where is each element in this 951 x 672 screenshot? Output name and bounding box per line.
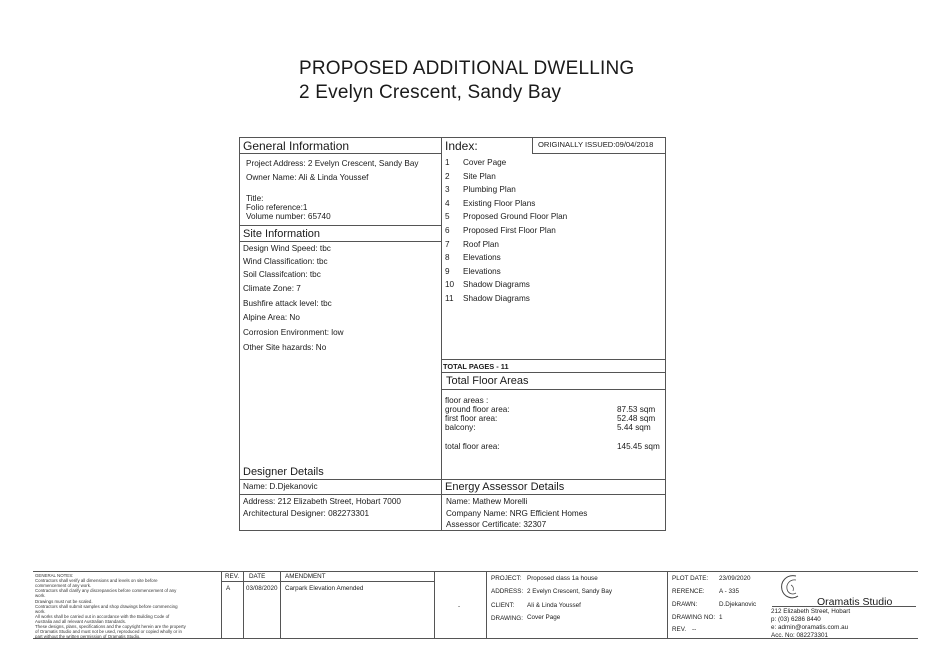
site-info-item: Bushfire attack level: tbc [243, 299, 332, 308]
site-info-item: Climate Zone: 7 [243, 284, 301, 293]
address-value: 2 Evelyn Crescent, Sandy Bay [527, 588, 613, 595]
reference-label: RERENCE: [672, 588, 705, 595]
index-item-number: 9 [445, 266, 450, 276]
general-note-line: Drawings must not be scaled. [35, 598, 93, 604]
site-info-item: Wind Classification: tbc [243, 257, 328, 266]
title-block-top [33, 571, 918, 572]
divider [441, 389, 666, 390]
general-note-line: part without the written permission of Oramatis Studio. [35, 634, 141, 640]
divider [221, 581, 434, 582]
owner-name: Owner Name: Ali & Linda Youssef [246, 173, 369, 182]
studio-address: 212 Elizabeth Street, Hobart [771, 608, 851, 615]
floor-area-label: ground floor area: [445, 405, 510, 414]
page-title: PROPOSED ADDITIONAL DWELLING [299, 58, 635, 79]
divider [239, 494, 666, 495]
divider [532, 137, 533, 153]
index-item-label: Elevations [463, 253, 501, 263]
floor-areas-heading: Total Floor Areas [446, 375, 529, 387]
index-item-label: Roof Plan [463, 239, 499, 249]
site-info-item: Corrosion Environment: low [243, 328, 344, 337]
designer-name: Name: D.Djekanovic [243, 482, 318, 491]
index-item-number: 11 [445, 294, 454, 303]
general-note-line: GENERAL NOTES: [35, 573, 74, 578]
divider [239, 479, 666, 480]
floor-areas-label: floor areas : [445, 396, 489, 405]
designer-address: Address: 212 Elizabeth Street, Hobart 7000 [243, 497, 401, 506]
index-item-number: 10 [445, 280, 455, 290]
energy-company: Company Name: NRG Efficient Homes [446, 509, 588, 518]
divider [486, 571, 487, 638]
energy-name: Name: Mathew Morelli [446, 497, 528, 506]
general-info-heading: General Information [243, 139, 350, 153]
studio-logo-icon [777, 573, 805, 603]
rev-value: A [226, 585, 231, 592]
drawing-label: DRAWING: [491, 615, 523, 622]
general-note-line: work. [35, 593, 46, 599]
site-info-item: Soil Classifcation: tbc [243, 270, 321, 279]
index-heading: Index: [445, 139, 478, 153]
site-info-item: Alpine Area: No [243, 313, 300, 322]
rev-label: REV. [672, 626, 687, 633]
project-label: PROJECT: [491, 575, 522, 582]
originally-issued: ORIGINALLY ISSUED:09/04/2018 [538, 140, 654, 149]
floor-area-value: 52.48 sqm [617, 414, 656, 423]
drawing-no-value: 1 [719, 614, 723, 621]
index-item-number: 6 [445, 226, 450, 235]
divider [441, 372, 666, 373]
general-note-line: work. [35, 608, 46, 614]
drawn-label: DRAWN: [672, 601, 698, 608]
designer-heading: Designer Details [243, 466, 324, 478]
index-item-label: Elevations [463, 266, 501, 276]
divider [434, 571, 435, 638]
client-value: Ali & Linda Youssef [527, 602, 581, 609]
divider [239, 225, 441, 226]
total-pages: TOTAL PAGES - 11 [443, 362, 509, 371]
total-floor-area-label: total floor area: [445, 442, 500, 451]
general-note-line: commencement of any work. [35, 583, 92, 589]
index-item-label: Cover Page [463, 158, 507, 167]
studio-email: e: admin@oramatis.com.au [771, 624, 849, 631]
divider [239, 153, 441, 154]
total-floor-area-value: 145.45 sqm [617, 442, 660, 451]
designer-arch-number: Architectural Designer: 082273301 [243, 509, 370, 518]
divider [667, 571, 668, 638]
index-item-number: 4 [445, 198, 450, 208]
drawn-value: D.Djekanovic [719, 601, 757, 608]
general-note-line: of Oramatis Studio and must not be used, reproduced or copied wholly or in [35, 629, 182, 635]
index-item-label: Site Plan [463, 171, 496, 181]
divider [532, 153, 666, 154]
drawing-no-label: DRAWING NO: [672, 614, 716, 621]
general-note-line: Contractors shall clarify any discrepancies before commencement of any [35, 588, 177, 594]
floor-area-value: 5.44 sqm [617, 423, 651, 432]
site-info-item: Design Wind Speed: tbc [243, 244, 331, 253]
index-item-label: Plumbing Plan [463, 185, 516, 195]
floor-area-label: first floor area: [445, 414, 498, 423]
rev-label-value: -- [692, 626, 697, 633]
page-subtitle: 2 Evelyn Crescent, Sandy Bay [299, 82, 562, 103]
site-info-heading: Site Information [243, 228, 321, 240]
studio-name: Oramatis Studio [817, 596, 893, 608]
general-note-line: All works shall be carried out in accordance with the Building Code of [35, 613, 170, 619]
energy-heading: Energy Assessor Details [445, 481, 565, 493]
address-label: ADDRESS: [491, 588, 524, 595]
amendment-header: AMENDMENT [285, 573, 326, 580]
index-item-label: Existing Floor Plans [463, 198, 536, 208]
index-item-label: Shadow Diagrams [463, 280, 530, 290]
site-info-item: Other Site hazards: No [243, 343, 327, 352]
blank-mark: - [458, 603, 461, 610]
index-item-number: 2 [445, 171, 450, 181]
amendment-value: Carpark Elevation Amended [285, 585, 364, 592]
rev-header: REV. [225, 573, 240, 580]
general-note-line: These designs, plans, specifications and the copyright herein are the property [35, 624, 186, 629]
floor-area-value: 87.53 sqm [617, 405, 656, 414]
index-item-number: 5 [445, 212, 450, 222]
general-note-line: Contractors shall verify all dimensions and levels on site before [35, 578, 158, 584]
folio-reference: Folio reference:1 [246, 203, 308, 212]
plot-date-label: PLOT DATE: [672, 575, 709, 582]
floor-area-label: balcony: [445, 423, 476, 432]
date-value: 03/08/2020 [246, 585, 278, 592]
index-item-number: 8 [445, 253, 450, 263]
general-note-line: Contractors shall submit samples and shop drawings before commencing [35, 603, 178, 609]
plot-date-value: 23/09/2020 [719, 575, 751, 582]
index-item-number: 3 [445, 185, 450, 195]
index-item-label: Proposed Ground Floor Plan [463, 212, 568, 222]
divider [239, 241, 441, 242]
volume-number: Volume number: 65740 [246, 212, 331, 221]
drawing-value: Cover Page [527, 614, 561, 621]
project-address: Project Address: 2 Evelyn Crescent, Sandy Bay [246, 159, 419, 168]
index-item-label: Shadow Diagrams [463, 294, 530, 303]
energy-certificate: Assessor Certificate: 32307 [446, 520, 547, 529]
title-label: Title: [246, 194, 264, 203]
project-value: Proposed class 1a house [527, 575, 598, 582]
reference-value: A - 335 [719, 588, 739, 595]
client-label: CLIENT: [491, 602, 515, 609]
center-divider [441, 137, 442, 531]
index-item-number: 1 [445, 158, 450, 167]
studio-acc-number: Acc. No: 082273301 [771, 632, 829, 639]
index-item-label: Proposed First Floor Plan [463, 226, 556, 235]
divider [441, 359, 666, 360]
index-item-number: 7 [445, 239, 450, 249]
studio-phone: p: (03) 6286 8440 [771, 616, 821, 623]
studio-underline [772, 606, 916, 607]
general-note-line: Australia and all relevant Australian Standards. [35, 618, 127, 624]
date-header: DATE [249, 573, 266, 580]
